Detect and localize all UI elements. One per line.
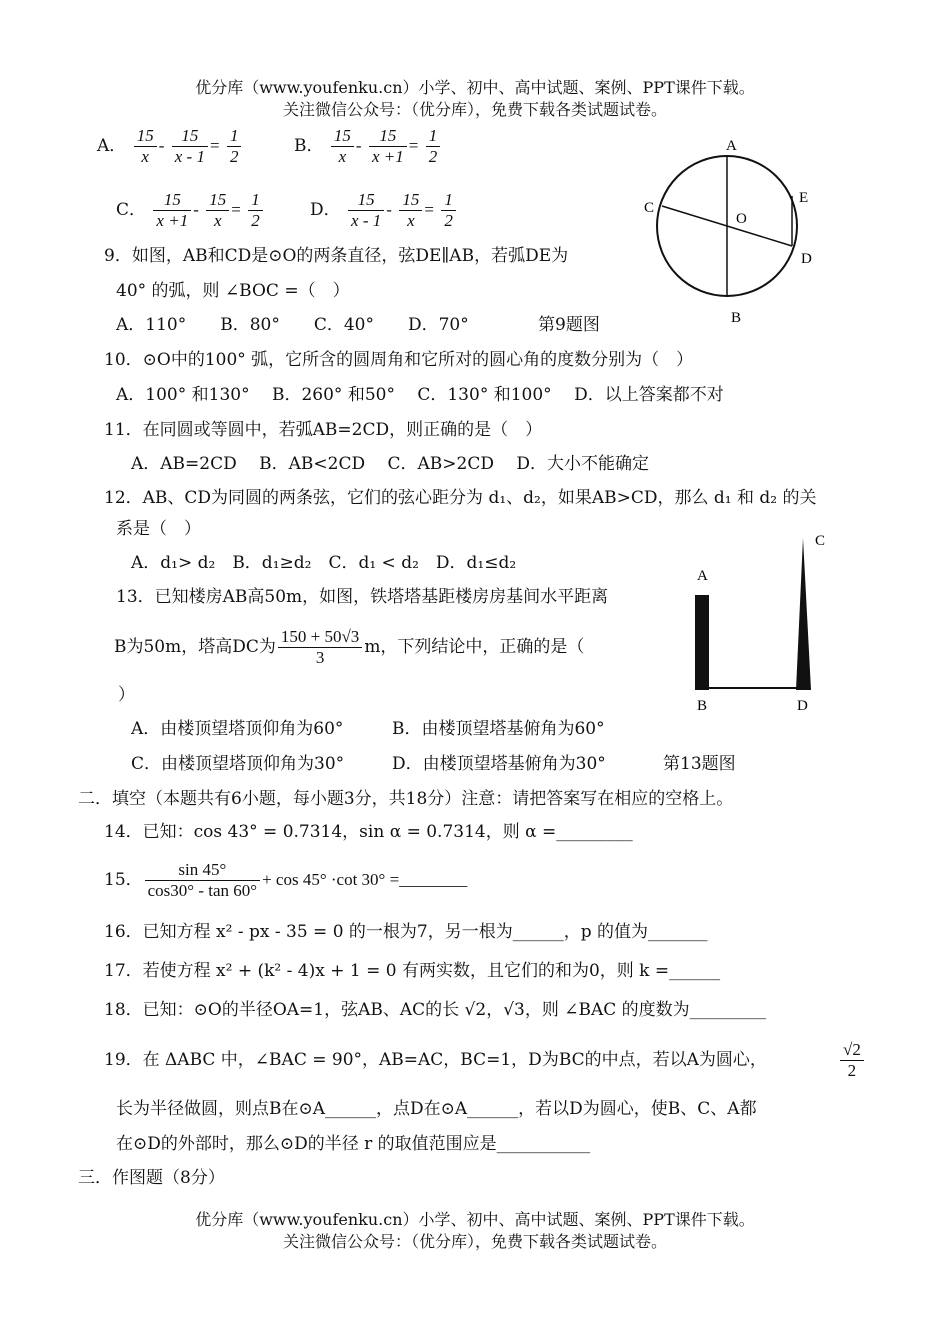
q15: 15． $\frac{\sin 45^\circ}{\cos 30^\circ - \tan 60^\circ}$ + cos 45° ·cot 30° =________: [104, 860, 468, 900]
q19-fraction: $\frac{√2}{2}$: [838, 1037, 866, 1083]
q12-options: A．d₁> d₂ B．d₁≥d₂ C．d₁ < d₂ D．d₁≤d₂: [131, 553, 517, 573]
q13-option-d: D．由楼顶望塔基俯角为30°: [392, 754, 606, 774]
point-a-label: A: [726, 138, 737, 154]
q9-options: A．110° B．80° C．40° D．70°: [116, 315, 469, 335]
q13-line-1: 13．已知楼房AB高50m，如图，铁塔塔基距楼房房基间水平距离: [116, 587, 609, 607]
point-c-label: C: [644, 200, 655, 216]
figure-9-circle-diagram: [640, 135, 820, 325]
q13-option-a: A．由楼顶望塔顶仰角为60°: [131, 719, 344, 739]
q10-options: A．100° 和130° B．260° 和50° C．130° 和100° D．以上答案都不对: [116, 385, 724, 405]
header-line-2: 关注微信公众号：（优分库），免费下载各类试题试卷。: [282, 100, 667, 119]
q12-line-1: 12．AB、CD为同圆的两条弦，它们的弦心距分为 d₁、d₂，如果AB>CD，那么 d₁ 和 d₂ 的关: [104, 488, 817, 508]
footer-line-1: 优分库（www.youfenku.cn）小学、初中、高中试题、案例、PPT课件下载。: [195, 1210, 755, 1229]
point-b-label: B: [731, 310, 742, 326]
tower-dc: [796, 538, 811, 690]
section-3-heading: 三．作图题（8分）: [78, 1168, 225, 1188]
header-line-1: 优分库（www.youfenku.cn）小学、初中、高中试题、案例、PPT课件下载。: [195, 78, 755, 97]
point-d-label: D: [801, 251, 812, 267]
q19-line-2: 长为半径做圆，则点B在⊙A______，点D在⊙A______，若以D为圆心，使B、C、A都: [116, 1099, 757, 1119]
q19-line-1: 19．在 ΔABC 中，∠BAC = 90°，AB=AC，BC=1，D为BC的中点，若以A为圆心，: [104, 1050, 767, 1070]
q16: 16．已知方程 x² - px - 35 = 0 的一根为7，另一根为______，p 的值为_______: [104, 922, 708, 942]
figure-9-caption: 第9题图: [538, 315, 600, 335]
q9-line-1: 9．如图，AB和CD是⊙O的两条直径，弦DE∥AB，若弧DE为: [104, 246, 569, 266]
point-c-label: C: [815, 533, 826, 549]
building-ab: [695, 595, 709, 690]
q8-option-d: D． $\frac{15}{x - 1}$ - $\frac{15}{x}$ = $\frac{1}{2}$: [310, 187, 458, 233]
point-d-label: D: [797, 698, 808, 714]
section-2-heading: 二．填空（本题共有6小题，每小题3分，共18分）注意：请把答案写在相应的空格上。: [78, 789, 734, 809]
q9-line-2: 40° 的弧，则 ∠BOC =（ ）: [116, 281, 350, 301]
figure-13-caption: 第13题图: [663, 754, 736, 774]
q14: 14．已知：cos 43° = 0.7314，sin α = 0.7314，则 α =_________: [104, 822, 633, 842]
q8-option-a: A． $\frac{15}{x}$ - $\frac{15}{x - 1}$ = $\frac{1}{2}$: [97, 123, 243, 169]
q19-line-3: 在⊙D的外部时，那么⊙D的半径 r 的取值范围应是___________: [116, 1134, 591, 1154]
q13-option-b: B．由楼顶望塔基俯角为60°: [392, 719, 605, 739]
q12-line-2: 系是（ ）: [116, 519, 201, 539]
q8-option-b: B． $\frac{15}{x}$ - $\frac{15}{x +1}$ = $\frac{1}{2}$: [294, 123, 442, 169]
q10-stem: 10．⊙O中的100° 弧，它所含的圆周角和它所对的圆心角的度数分别为（ ）: [104, 350, 694, 370]
q17: 17．若使方程 x² + (k² - 4)x + 1 = 0 有两实数，且它们的和为0，则 k =______: [104, 961, 721, 981]
footer-line-2: 关注微信公众号：（优分库），免费下载各类试题试卷。: [282, 1232, 667, 1251]
q18: 18．已知：⊙O的半径OA=1，弦AB、AC的长 √2，√3，则 ∠BAC 的度数为_________: [104, 1000, 767, 1020]
q11-options: A．AB=2CD B．AB<2CD C．AB>2CD D．大小不能确定: [131, 454, 650, 474]
q13-line-2: B为50m，塔高DC为 $\frac{150 + 50√3}{3}$ m，下列结论中，正确的是（: [114, 627, 585, 667]
q13-option-c: C．由楼顶望塔顶仰角为30°: [131, 754, 345, 774]
q8-option-c: C． $\frac{15}{x +1}$ - $\frac{15}{x}$ = $\frac{1}{2}$: [116, 187, 265, 233]
q11-stem: 11．在同圆或等圆中，若弧AB=2CD，则正确的是（ ）: [104, 420, 543, 440]
figure-13-building-tower-diagram: [690, 530, 830, 720]
q13-line-3: ）: [118, 685, 135, 705]
point-a-label: A: [697, 568, 708, 584]
point-o-label: O: [736, 211, 747, 227]
point-b-label: B: [697, 698, 708, 714]
point-e-label: E: [799, 190, 809, 206]
